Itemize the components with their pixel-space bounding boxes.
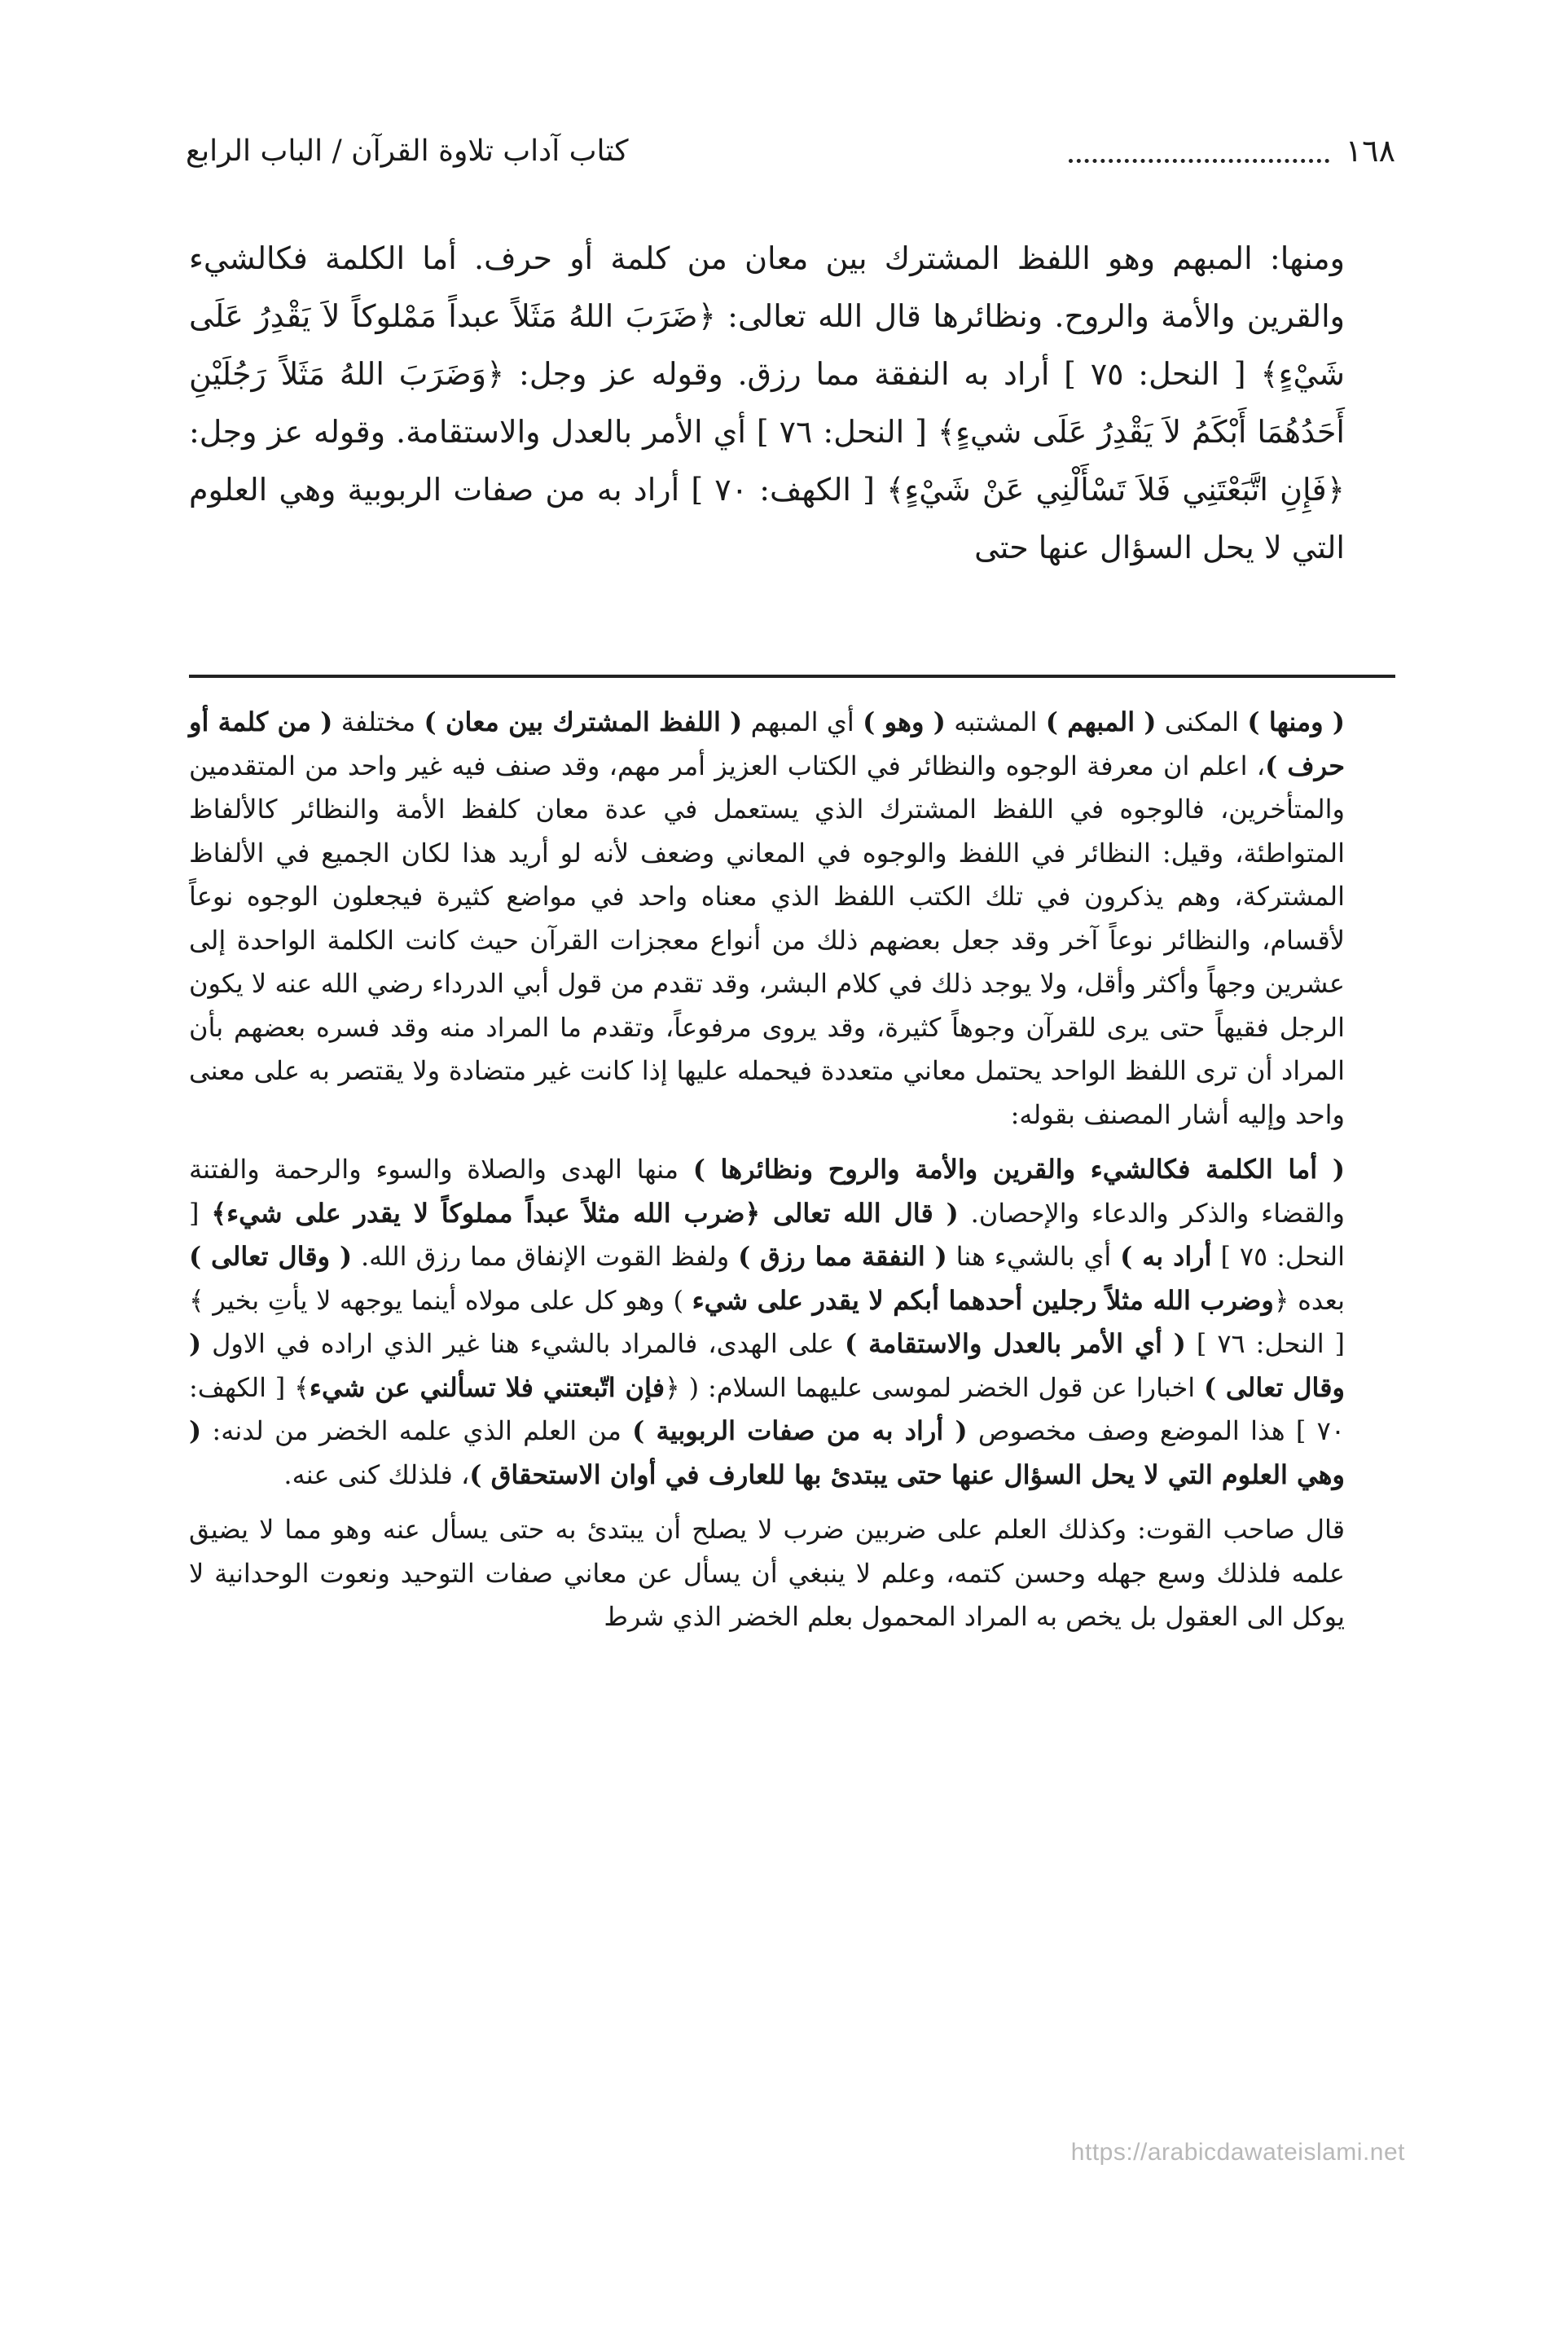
section-divider <box>189 675 1395 678</box>
header-dotted-leader <box>1069 159 1329 163</box>
commentary-paragraph-2: ( أما الكلمة فكالشيء والقرين والأمة والروح ونظائرها ) منها الهدى والصلاة والسوء والرحمة والفتنة والقضاء والذكر والدعاء والإحصان. ( قال الله تعالى ﴿ضرب الله مثلاً عبداً مملوكاً لا يقدر على شيء﴾ [ النحل: ٧٥ ] أراد به ) أي بالشيء هنا ( النفقة مما رزق ) ولفظ القوت الإنفاق مما رزق الله. ( وقال تعالى ) بعده ﴿وضرب الله مثلاً رجلين أحدهما أبكم لا يقدر على شيء ) وهو كل على مولاه أينما يوجهه لا يأتِ بخير ﴾ [ النحل: ٧٦ ] ( أي الأمر بالعدل والاستقامة ) على الهدى، فالمراد بالشيء هنا غير الذي اراده في الاول ( وقال تعالى ) اخبارا عن قول الخضر لموسى عليهما السلام: ( ﴿فإن اتّبعتني فلا تسألني عن شيء﴾ [ الكهف: ٧٠ ] هذا الموضع وصف مخصوص ( أراد به من صفات الربوبية ) من العلم الذي علمه الخضر من لدنه: ( وهي العلوم التي لا يحل السؤال عنها حتى يبتدئ بها للعارف في أوان الاستحقاق )، فلذلك كنى عنه. <box>189 1154 1346 1490</box>
main-text-block <box>189 230 1395 577</box>
commentary-paragraph-3: قال صاحب القوت: وكذلك العلم على ضربين ضرب لا يصلح أن يبتدئ به حتى يسأل عنه وهو مما لا يضيق علمه فلذلك وسع جهله وحسن كتمه، وعلم لا ينبغي أن يسأل عن معاني صفات التوحيد ونعوت الوحدانية لا يوكل الى العقول بل يخص به المراد المحمول بعلم الخضر الذي شرط <box>189 1514 1346 1632</box>
running-header <box>186 122 1395 179</box>
page-number: ١٦٨ <box>1345 133 1395 169</box>
commentary-paragraph-1: ( ومنها ) المكنى ( المبهم ) المشتبه ( وهو ) أي المبهم ( اللفظ المشترك بين معان ) مختلفة ( من كلمة أو حرف )، اعلم ان معرفة الوجوه والنظائر في الكتاب العزيز أمر مهم، وقد صنف فيه غير واحد من المتقدمين والمتأخرين، فالوجوه في اللفظ المشترك الذي يستعمل في عدة معان كلفظ الأمة والنظائر كالألفاظ المتواطئة، وقيل: النظائر في اللفظ والوجوه في المعاني وضعف لأنه لو أريد هذا لكان الجميع في الألفاظ المشتركة، وهم يذكرون في تلك الكتب اللفظ الذي معناه واحد في مواضع كثيرة فيجعلون الوجوه نوعاً لأقسام، والنظائر نوعاً آخر وقد جعل بعضهم ذلك من أنواع معجزات القرآن حيث كانت الكلمة الواحدة إلى عشرين وجهاً وأكثر وأقل، ولا يوجد ذلك في كلام البشر، وقد تقدم من قول أبي الدرداء رضي الله عنه لا يكون الرجل فقيهاً حتى يرى للقرآن وجوهاً كثيرة، وقد يروى مرفوعاً، وتقدم ما المراد منه وقد فسره بعضهم بأن المراد أن ترى اللفظ الواحد يحتمل معاني متعددة فيحمله عليها إذا كانت غير متضادة ولا يقتصر به على معنى واحد وإليه أشار المصنف بقوله: <box>189 706 1346 1130</box>
header-title: كتاب آداب تلاوة القرآن / الباب الرابع <box>186 134 629 168</box>
watermark-url: https://arabicdawateislami.net <box>1070 2139 1405 2166</box>
commentary-block <box>189 701 1395 1651</box>
main-paragraph: ومنها: المبهم وهو اللفظ المشترك بين معان من كلمة أو حرف. أما الكلمة فكالشيء والقرين والأمة والروح. ونظائرها قال الله تعالى: ﴿ضَرَبَ اللهُ مَثَلاً عبداً مَمْلوكاً لاَ يَقْدِرُ عَلَى شَيْءٍ﴾ [ النحل: ٧٥ ] أراد به النفقة مما رزق. وقوله عز وجل: ﴿وَضَرَبَ اللهُ مَثَلاً رَجُلَيْنِ أَحَدُهُمَا أَبْكَمُ لاَ يَقْدِرُ عَلَى شيءٍ﴾ [ النحل: ٧٦ ] أي الأمر بالعدل والاستقامة. وقوله عز وجل: ﴿فَإِنِ اتَّبَعْتَنِي فَلاَ تَسْأَلْنِي عَنْ شَيْءٍ﴾ [ الكهف: ٧٠ ] أراد به من صفات الربوبية وهي العلوم التي لا يحل السؤال عنها حتى <box>189 240 1345 565</box>
